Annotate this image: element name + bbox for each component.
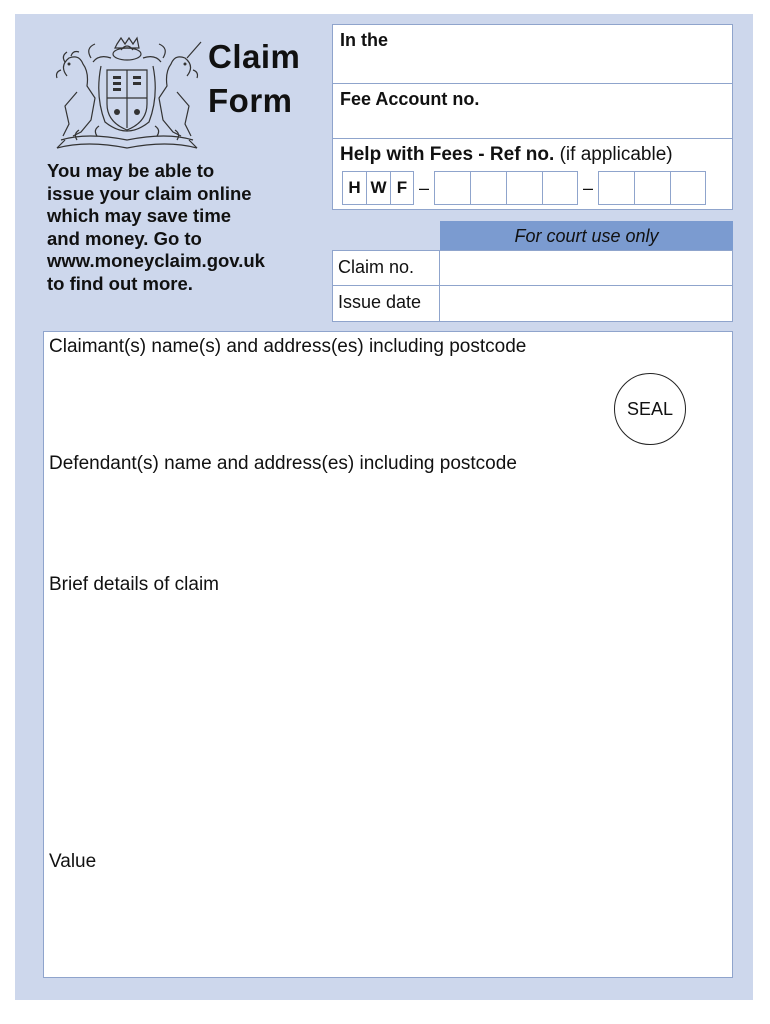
issue-date-row [333, 286, 732, 321]
fee-account-label: Fee Account no. [340, 89, 480, 109]
claim-details-box [43, 331, 733, 978]
online-note-line: to find out more. [47, 272, 193, 294]
claim-details-label: Brief details of claim [49, 574, 220, 595]
court-name-label: In the [340, 30, 388, 50]
help-with-fees-section [332, 138, 733, 210]
seal-stamp: SEAL [614, 373, 686, 445]
court-name-field[interactable] [332, 24, 733, 84]
claim-form-page [15, 14, 753, 1000]
hwf-letter-cell: F [390, 171, 414, 205]
hwf-label [340, 144, 673, 166]
hwf-label-bold: Help with Fees - Ref no. [340, 144, 555, 165]
hwf-reference-input[interactable] [342, 170, 706, 206]
online-note-line: You may be able to [47, 160, 215, 181]
court-use-header: For court use only [440, 221, 733, 251]
hwf-digit-box[interactable] [434, 171, 470, 205]
claim-no-field[interactable] [441, 251, 732, 285]
form-title-form: Form [208, 82, 293, 119]
court-use-table [332, 250, 733, 322]
hwf-dash: – [418, 177, 429, 198]
issue-date-label: Issue date [333, 286, 440, 321]
issue-date-field[interactable] [441, 286, 732, 321]
hwf-digit-box[interactable] [670, 171, 706, 205]
hwf-dash: – [582, 177, 593, 198]
online-note-line: issue your claim online [47, 182, 252, 204]
value-label: Value [49, 851, 97, 872]
hwf-digit-box[interactable] [634, 171, 670, 205]
hwf-letter-cell: W [366, 171, 390, 205]
online-note-line: and money. Go to [47, 227, 202, 249]
royal-coat-of-arms-icon [47, 36, 207, 154]
claim-no-label: Claim no. [333, 251, 440, 285]
online-note-line: which may save time [47, 205, 232, 226]
claim-no-row [333, 251, 732, 286]
hwf-digit-box[interactable] [598, 171, 634, 205]
defendant-label: Defendant(s) name and address(es) including postcode [49, 453, 517, 474]
hwf-letter-cell: H [342, 171, 366, 205]
form-title-claim: Claim [208, 38, 301, 75]
hwf-digit-box[interactable] [470, 171, 506, 205]
fee-account-field[interactable] [332, 83, 733, 139]
online-claim-note [47, 160, 337, 295]
claimant-label: Claimant(s) name(s) and address(es) including postcode [49, 336, 527, 357]
hwf-label-applicable: (if applicable) [559, 144, 673, 165]
hwf-digit-box[interactable] [506, 171, 542, 205]
hwf-digit-box[interactable] [542, 171, 578, 205]
online-note-link[interactable]: www.moneyclaim.gov.uk [47, 250, 265, 271]
